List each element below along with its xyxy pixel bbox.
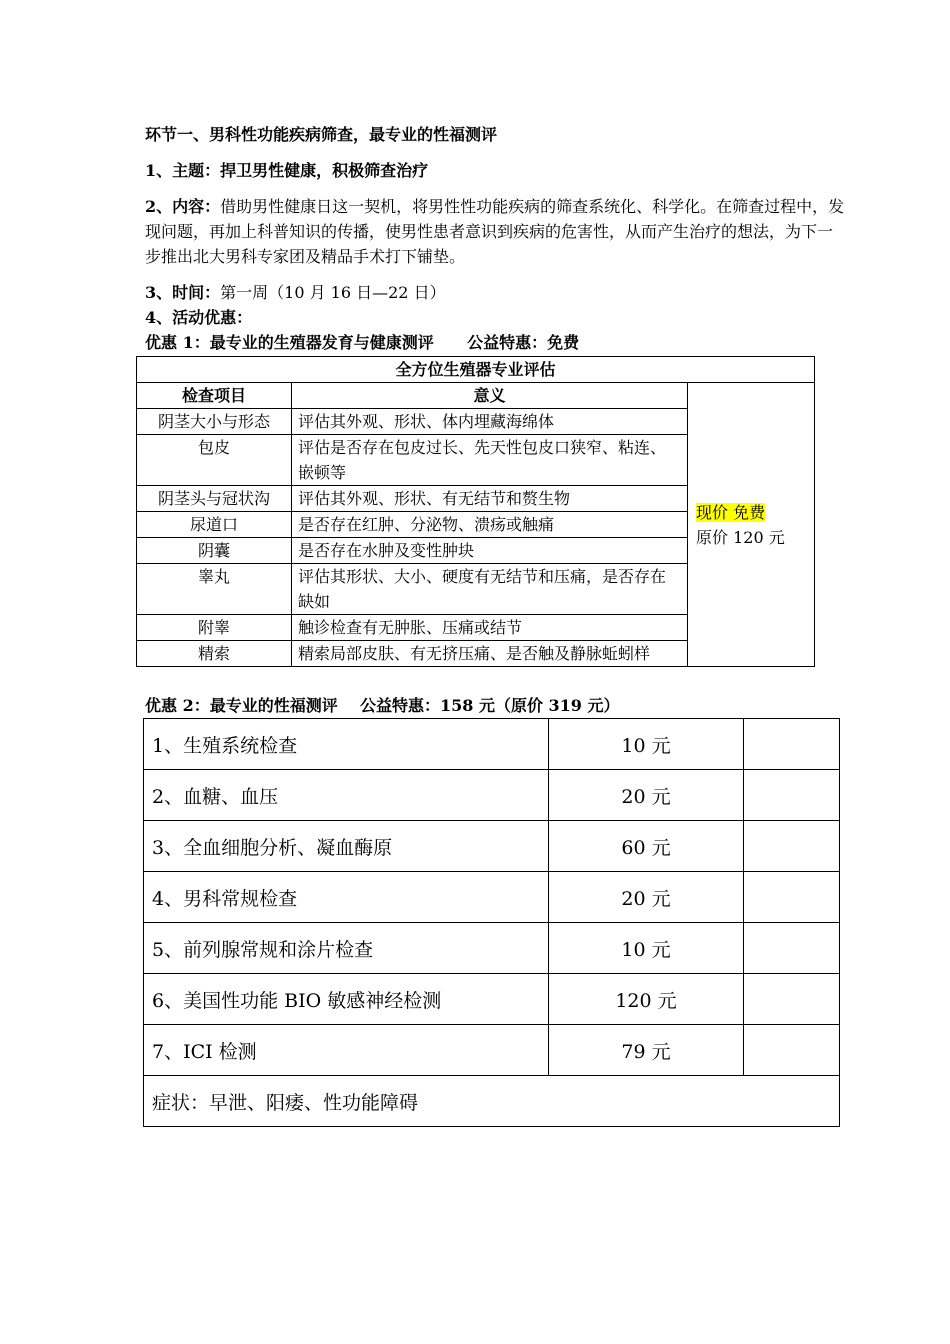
column-header-item: 检查项目 <box>137 383 292 409</box>
test-name: 5、前列腺常规和涂片检查 <box>144 923 549 974</box>
empty-cell <box>744 719 840 770</box>
row-meaning: 评估其外观、形状、体内埋藏海绵体 <box>292 409 688 435</box>
offer-label: 4、活动优惠： <box>145 308 253 327</box>
section-heading: 环节一、男科性功能疾病筛查，最专业的性福测评 <box>145 125 498 144</box>
row-item: 睾丸 <box>137 564 292 615</box>
current-price: 现价 免费 <box>696 502 766 522</box>
row-item: 阴囊 <box>137 538 292 564</box>
row-meaning: 评估是否存在包皮过长、先天性包皮口狭窄、粘连、嵌顿等 <box>292 435 688 486</box>
price-cell <box>688 383 815 667</box>
row-item: 阴茎大小与形态 <box>137 409 292 435</box>
time-text: 第一周（10 月 16 日—22 日） <box>220 283 446 302</box>
test-name: 7、ICI 检测 <box>144 1025 549 1076</box>
row-meaning: 精索局部皮肤、有无挤压痛、是否触及静脉蚯蚓样 <box>292 641 688 667</box>
test-price: 20 元 <box>549 770 744 821</box>
table-row <box>144 821 840 872</box>
test-name: 3、全血细胞分析、凝血酶原 <box>144 821 549 872</box>
test-name: 2、血糖、血压 <box>144 770 549 821</box>
document-page <box>145 122 845 1127</box>
test-price: 20 元 <box>549 872 744 923</box>
offer1-title: 优惠 1：最专业的生殖器发育与健康测评 公益特惠：免费 <box>145 333 580 352</box>
row-item: 附睾 <box>137 615 292 641</box>
table-title: 全方位生殖器专业评估 <box>137 357 815 383</box>
empty-cell <box>744 872 840 923</box>
empty-cell <box>744 923 840 974</box>
theme-text: 捍卫男性健康，积极筛查治疗 <box>220 161 429 180</box>
theme-line <box>145 158 845 183</box>
test-name: 1、生殖系统检查 <box>144 719 549 770</box>
test-price: 79 元 <box>549 1025 744 1076</box>
test-name: 6、美国性功能 BIO 敏感神经检测 <box>144 974 549 1025</box>
table-row <box>144 872 840 923</box>
original-price: 原价 120 元 <box>696 527 785 547</box>
row-meaning: 触诊检查有无肿胀、压痛或结节 <box>292 615 688 641</box>
time-label: 3、时间： <box>145 283 221 302</box>
row-meaning: 是否存在红肿、分泌物、溃疡或触痛 <box>292 512 688 538</box>
time-line <box>145 280 845 305</box>
row-meaning: 是否存在水肿及变性肿块 <box>292 538 688 564</box>
row-item: 阴茎头与冠状沟 <box>137 486 292 512</box>
empty-cell <box>744 821 840 872</box>
symptoms-cell: 症状：早泄、阳痿、性功能障碍 <box>144 1076 840 1127</box>
theme-label: 1、主题： <box>145 161 221 180</box>
empty-cell <box>744 974 840 1025</box>
column-header-meaning: 意义 <box>292 383 688 409</box>
empty-cell <box>744 1025 840 1076</box>
table-row <box>144 1076 840 1127</box>
row-meaning: 评估其形状、大小、硬度有无结节和压痛，是否存在缺如 <box>292 564 688 615</box>
row-item: 精索 <box>137 641 292 667</box>
sexual-health-test-table <box>143 718 840 1127</box>
table-row <box>144 719 840 770</box>
row-item: 包皮 <box>137 435 292 486</box>
content-paragraph <box>145 194 845 269</box>
row-meaning: 评估其外观、形状、有无结节和赘生物 <box>292 486 688 512</box>
table-row <box>144 923 840 974</box>
offer2-title: 优惠 2：最专业的性福测评 公益特惠：158 元（原价 319 元） <box>145 696 620 715</box>
empty-cell <box>744 770 840 821</box>
content-label: 2、内容： <box>145 197 221 216</box>
content-text: 借助男性健康日这一契机，将男性性功能疾病的筛查系统化、科学化。在筛查过程中，发现问题，再加上科普知识的传播，使男性患者意识到疾病的危害性，从而产生治疗的想法，为下一步推出北大男科专家团及精品手术打下铺垫。 <box>145 197 845 266</box>
table-row <box>144 1025 840 1076</box>
table-row <box>144 974 840 1025</box>
test-price: 10 元 <box>549 719 744 770</box>
test-price: 10 元 <box>549 923 744 974</box>
genital-assessment-table <box>136 356 815 667</box>
row-item: 尿道口 <box>137 512 292 538</box>
test-name: 4、男科常规检查 <box>144 872 549 923</box>
table-row <box>144 770 840 821</box>
test-price: 60 元 <box>549 821 744 872</box>
test-price: 120 元 <box>549 974 744 1025</box>
